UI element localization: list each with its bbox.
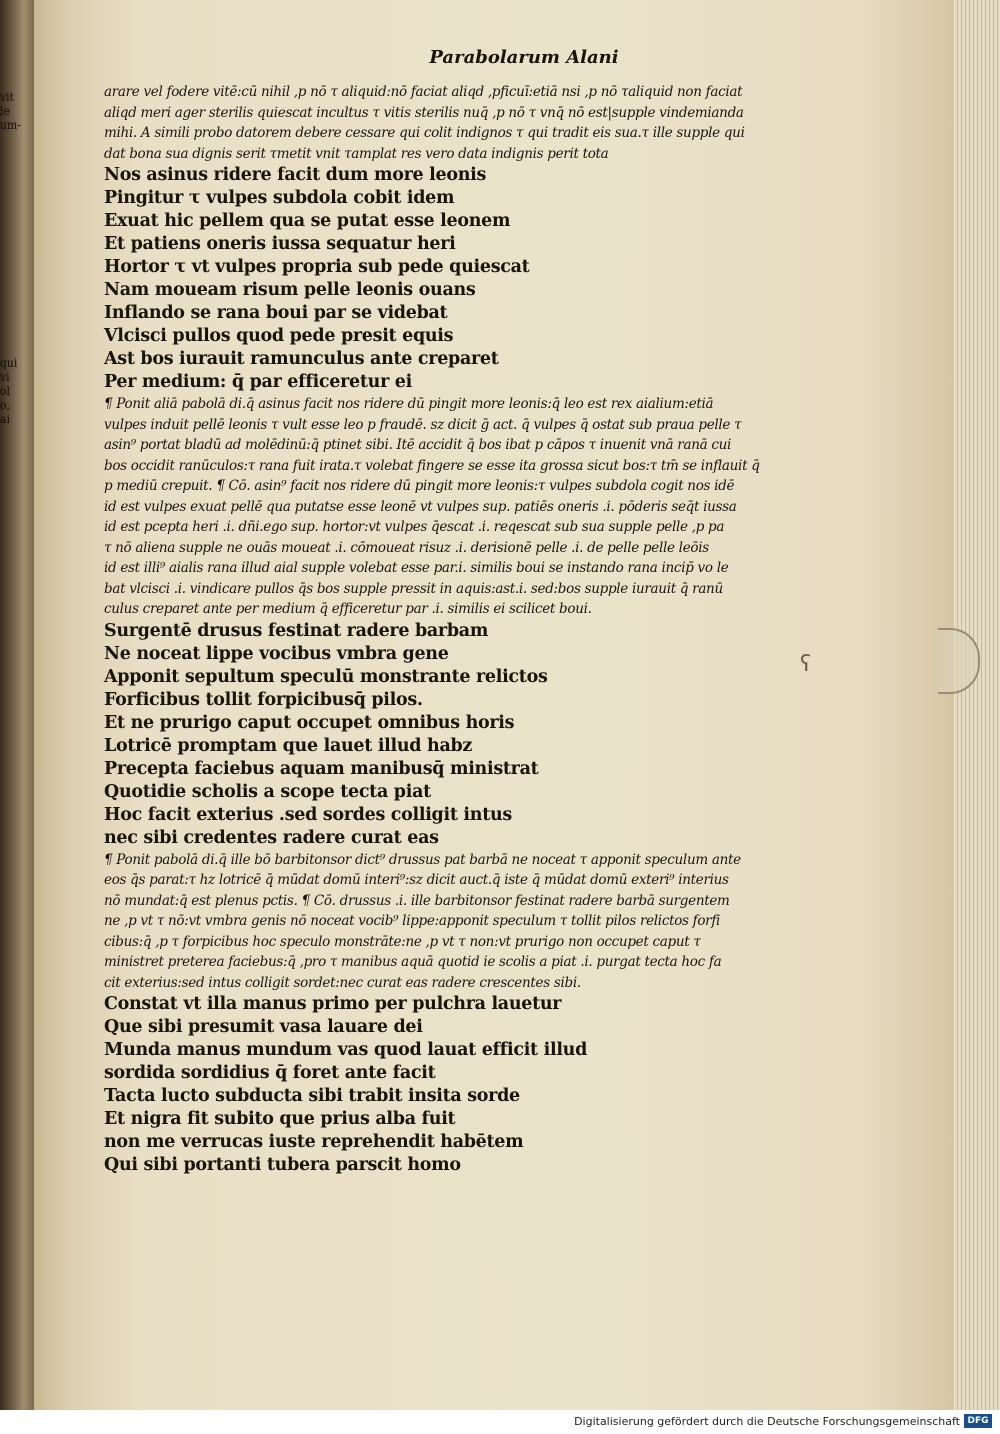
text-block <box>104 44 864 1177</box>
verse-line: Et ne prurigo caput occupet omnibus horis <box>104 712 515 733</box>
commentary-line: ¶ Ponit pabolā di.q̄ ille bō barbitonsor dict⁹ drussus pat barbā ne noceat τ apponit speculum ante <box>104 851 741 868</box>
margin-note: ol <box>0 384 10 398</box>
verse-line: Lotricē promptam que lauet illud habz <box>104 735 473 756</box>
verse-line: non me verrucas iuste reprehendit habētem <box>104 1132 524 1152</box>
commentary-line: asin⁹ portat bladū ad molēdinū:q̄ ptinet sibi. Itē accidit q̄ bos ibat p cāpos τ inuenit vnā ranā cui <box>104 437 731 453</box>
verse-line: Apponit sepultum speculū monstrante relictos <box>104 666 548 687</box>
commentary-line: id est pcepta heri .i. dñi.ego sup. hortor:vt vulpes q̄escat .i. reqescat sub sua supple pelle ,p pa <box>104 519 725 535</box>
verse-line: Hortor τ vt vulpes propria sub pede quiescat <box>104 257 530 277</box>
verse-line: Ast bos iurauit ramunculus ante creparet <box>104 349 499 369</box>
margin-note: o, <box>0 398 10 412</box>
margin-note <box>0 342 29 356</box>
commentary-line: culus creparet ante per medium q̄ efficeretur par .i. similis ei scilicet boui. <box>104 601 592 617</box>
commentary-line: arare vel fodere vitē:cū nihil ,p nō τ aliquid:nō faciat aliqd ,pficuī:etiā nsi ,p nō τaliquid non faciat <box>104 84 743 100</box>
commentary-line: id est vulpes exuat pellē qua putatse esse leonē vt vulpes sup. patiēs oneris .i. pōderis seq̄t iussa <box>104 498 737 515</box>
verse-line: Inflando se rana boui par se videbat <box>104 303 448 323</box>
verse-line: Que sibi presumit vasa lauare dei <box>104 1017 423 1037</box>
commentary-line: aliqd meri ager sterilis quiescat incultus τ vitis sterilis nuq̄ ,p nō τ vnq̄ nō est|supple vindemianda <box>104 104 744 121</box>
commentary-line: nō mundat:q̄ est plenus pctis. ¶ Cō. drussus .i. ille barbitonsor festinat radere barbā surgentem <box>104 892 730 909</box>
verse-line: Precepta faciebus aquam manibusq̄ ministrat <box>104 758 539 779</box>
verse-line: Et nigra fit subito que prius alba fuit <box>104 1109 456 1129</box>
commentary-line: ne ,p vt τ nō:vt vmbra genis nō noceat vocib⁹ lippe:apponit speculum τ tollit pilos relictos forfi <box>104 913 721 929</box>
margin-note <box>0 216 29 230</box>
text-lines <box>104 82 864 1177</box>
margin-note <box>0 272 29 286</box>
commentary-line: cibus:q̄ ,p τ forpicibus hoc speculo monstrāte:ne ,p vt τ non:vt prurigo non occupet caput τ <box>104 933 701 950</box>
margin-note <box>0 328 29 342</box>
margin-note <box>0 146 29 160</box>
pencil-mark: ʕ <box>800 652 812 677</box>
commentary-line: id est illi⁹ aialis rana illud aial supple volebat esse par.i. similis boui se instando rana incip̄ vo le <box>104 560 729 576</box>
margin-note <box>0 160 29 174</box>
margin-note <box>0 244 29 258</box>
margin-note: le <box>0 104 10 118</box>
margin-note <box>0 314 29 328</box>
margin-note <box>0 132 29 146</box>
verse-line: Et patiens oneris iussa sequatur heri <box>104 234 456 254</box>
verse-line: Qui sibi portanti tubera parscit homo <box>104 1155 461 1175</box>
verse-line: Per medium: q̄ par efficeretur ei <box>104 372 412 392</box>
verse-line: Forficibus tollit forpicibusq̄ pilos. <box>104 689 423 710</box>
commentary-line: bos occidit ranūculos:τ rana fuit irata.τ volebat fingere se esse ita grossa sicut bos:τ tm̄ se inflauit q̄ <box>104 457 760 474</box>
commentary-line: τ nō aliena supple ne ouās moueat .i. cōmoueat risuz .i. derisionē pelle .i. de pelle pelle leōis <box>104 539 709 556</box>
page-edges <box>954 0 1000 1410</box>
running-header: Parabolarum Alani <box>429 47 619 68</box>
verse-line: Surgentē drusus festinat radere barbam <box>104 620 489 641</box>
verse-line: Constat vt illa manus primo per pulchra lauetur <box>104 994 562 1014</box>
verse-line: Ne noceat lippe vocibus vmbra gene <box>104 643 449 664</box>
margin-note <box>0 258 29 272</box>
margin-note <box>0 202 29 216</box>
verse-line: Vlcisci pullos quod pede presit equis <box>104 326 454 346</box>
verse-line: Tacta lucto subducta sibi trabit insita sorde <box>104 1086 520 1106</box>
margin-note <box>0 300 29 314</box>
commentary-line: cit exterius:sed intus colligit sordet:nec curat eas radere crescentes sibi. <box>104 974 581 991</box>
margin-note <box>0 188 29 202</box>
footer-credit: Digitalisierung gefördert durch die Deutsche Forschungsgemeinschaft <box>574 1415 960 1428</box>
commentary-line: vulpes induit pellē leonis τ vult esse leo p fraudē. sz dicit ḡ act. q̄ vulpes q̄ ostat sub praua pelle τ <box>104 416 742 433</box>
commentary-line: ¶ Ponit aliā pabolā di.q̄ asinus facit nos ridere dū pingit more leonis:q̄ leo est rex aialium:etiā <box>104 396 714 412</box>
verse-line: Hoc facit exterius .sed sordes colligit intus <box>104 804 512 825</box>
verse-line: nec sibi credentes radere curat eas <box>104 827 439 848</box>
margin-note: um- <box>0 118 21 132</box>
footer-bar <box>0 1410 1000 1434</box>
margin-note: vi <box>0 370 10 384</box>
verse-line: Nos asinus ridere facit dum more leonis <box>104 165 487 185</box>
margin-note <box>0 230 29 244</box>
margin-note: qui <box>0 356 18 370</box>
commentary-line: bat vlcisci .i. vindicare pullos q̄s bos supple pressit in aquis:ast.i. sed:bos supple iurauit q̄ ranū <box>104 580 723 597</box>
commentary-line: dat bona sua dignis serit τmetit vnit τamplat res vero data indignis perit tota <box>104 145 609 162</box>
dfg-logo: DFG <box>964 1414 992 1428</box>
margin-note: ai <box>0 412 10 426</box>
verse-line: Quotidie scholis a scope tecta piat <box>104 781 431 802</box>
verse-line: sordida sordidius q̄ foret ante facit <box>104 1063 436 1083</box>
margin-note <box>0 286 29 300</box>
commentary-line: p mediū crepuit. ¶ Cō. asin⁹ facit nos ridere dū pingit more leonis:τ vulpes subdola cogit nos idē <box>104 478 735 494</box>
margin-note <box>0 174 29 188</box>
commentary-line: ministret preterea faciebus:q̄ ,pro τ manibus aquā quotid ie scolis a piat .i. purgat tecta hoc fa <box>104 954 722 970</box>
commentary-line: eos q̄s parat:τ hz lotricē q̄ mūdat domū interi⁹:sz dicit auct.q̄ iste q̄ mūdat domū exteri⁹ interius <box>104 872 729 888</box>
commentary-line: mihi. A simili probo datorem debere cessare qui colit indignos τ qui tradit eis sua.τ ille supple qui <box>104 125 745 141</box>
margin-note: vit <box>0 90 14 104</box>
verse-line: Munda manus mundum vas quod lauat efficit illud <box>104 1040 588 1060</box>
verse-line: Nam moueam risum pelle leonis ouans <box>104 280 476 300</box>
left-margin-notes <box>0 90 29 426</box>
verse-line: Exuat hic pellem qua se putat esse leonem <box>104 211 511 231</box>
verse-line: Pingitur τ vulpes subdola cobit idem <box>104 188 455 208</box>
